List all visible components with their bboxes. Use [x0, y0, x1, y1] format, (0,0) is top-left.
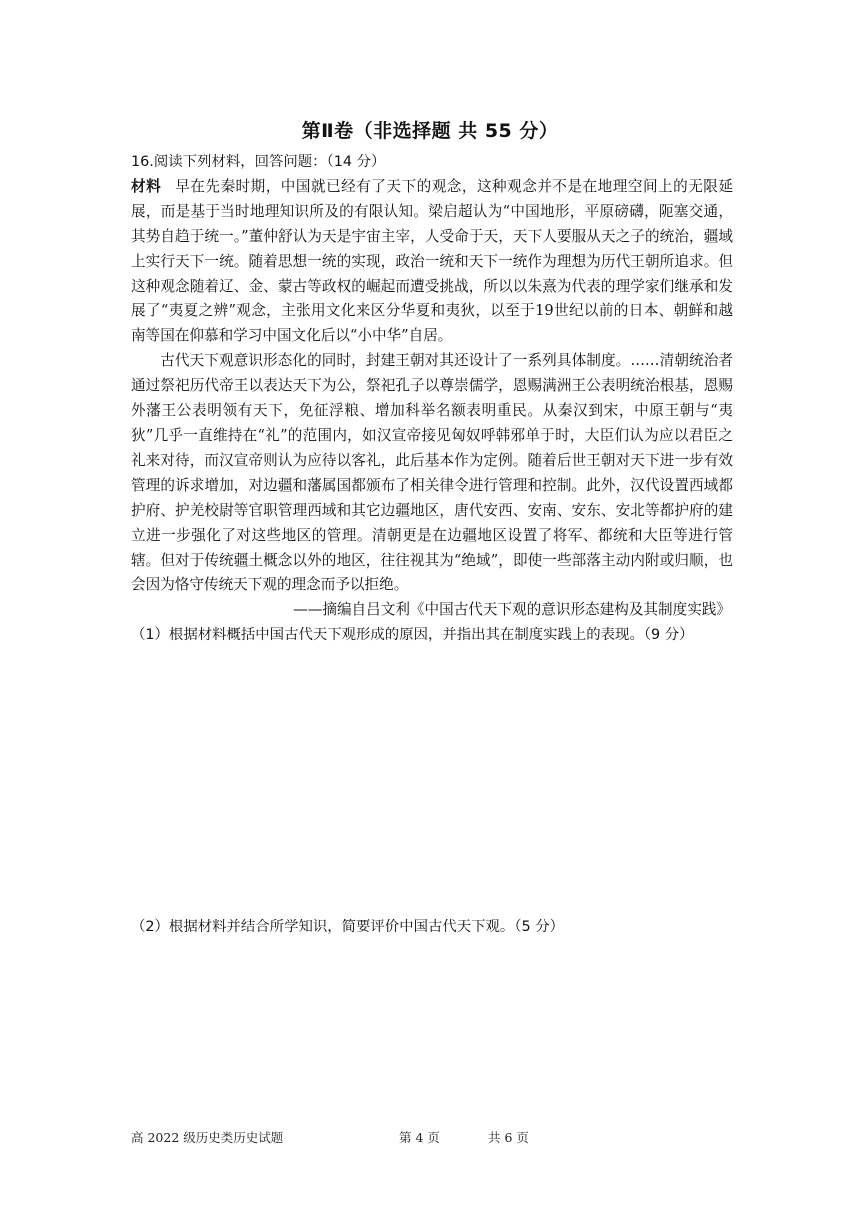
footer-exam-name: 高 2022 级历史类历史试题: [131, 1130, 284, 1145]
sub-question-2: （2）根据材料并结合所学知识，简要评价中国古代天下观。（5 分）: [131, 919, 565, 935]
material-source: ——摘编自吕文利《中国古代天下观的意识形态建构及其制度实践》: [293, 601, 731, 619]
question-16: [131, 150, 733, 648]
sub-question-1: （1）根据材料概括中国古代天下观形成的原因，并指出其在制度实践上的表现。（9 分）: [131, 627, 694, 644]
material-paragraph-1: [131, 175, 733, 349]
material-text-1: 早在先秦时期，中国就已经有了天下的观念，这种观念并不是在地理空间上的无限延展，而是基于当时地理知识所及的有限认知。梁启超认为“中国地形，平原磅礴，阨塞交通，其势自趋于统一。”董仲舒认为天是宇宙主宰，人受命于天，天下人要服从天之子的统治，疆域上实行天下一统。随着思想一统的实现，政治一统和天下一统作为理想为历代王朝所追求。但这种观念随着辽、金、蒙古等政权的崛起而遭受挑战，所以以朱熹为代表的理学家们继承和发展了“夷夏之辨”观念，主张用文化来区分华夏和夷狄，以至于19世纪以前的日本、朝鲜和越南等国在仰慕和学习中国文化后以“小中华”自居。: [131, 177, 733, 345]
footer-page-total: 共 6 页: [488, 1130, 529, 1145]
material-paragraph-2: 古代天下观意识形态化的同时，封建王朝对其还设计了一系列具体制度。……清朝统治者通过祭祀历代帝王以表达天下为公，祭祀孔子以尊崇儒学，恩赐满洲王公表明统治根基，恩赐外藩王公表明领有天下，免征浮粮、增加科举名额表明重民。从秦汉到宋，中原王朝与“夷狄”几乎一直维持在“礼”的范围内，如汉宣帝接见匈奴呼韩邪单于时，大臣们认为应以君臣之礼来对待，而汉宣帝则认为应待以客礼，此后基本作为定例。随着后世王朝对天下进一步有效管理的诉求增加，对边疆和藩属国都颁布了相关律令进行管理和控制。此外，汉代设置西域都护府、护羌校尉等官职管理西域和其它边疆地区，唐代安西、安南、安东、安北等都护府的建立进一步强化了对这些地区的管理。清朝更是在边疆地区设置了将军、都统和大臣等进行管辖。但对于传统疆土概念以外的地区，往往视其为“绝域”，即使一些部落主动内附或归顺，也会因为恪守传统天下观的理念而予以拒绝。: [131, 352, 733, 594]
question-heading: 16.阅读下列材料，回答问题：（14 分）: [131, 154, 386, 170]
material-label: 材料: [131, 177, 162, 195]
footer-page-number: 第 4 页: [399, 1130, 440, 1145]
section-title: 第Ⅱ卷（非选择题 共 55 分）: [301, 120, 559, 142]
